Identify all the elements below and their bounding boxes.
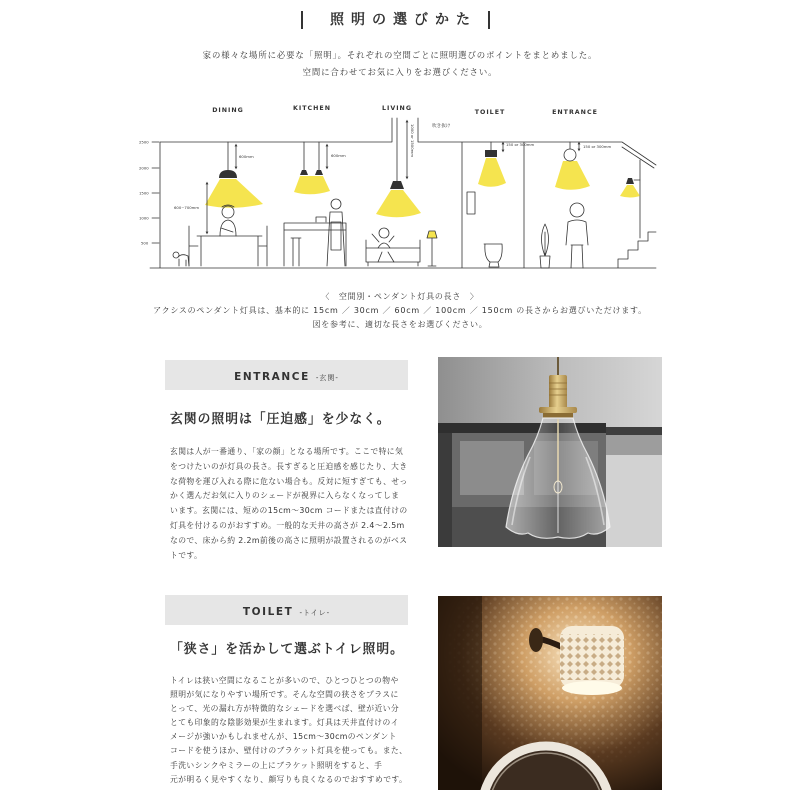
toilet-light-glow bbox=[478, 158, 506, 187]
living-cord-length: 1000 or 1500mm bbox=[410, 124, 415, 158]
intro-line: 家の様々な場所に必要な「照明」。それぞれの空間ごとに照明選びのポイントをまとめました。 bbox=[202, 50, 598, 60]
kitchen-scene bbox=[284, 142, 346, 266]
kitchen-person-head bbox=[331, 199, 341, 209]
plant bbox=[540, 224, 550, 268]
body-line: 玄関は人が一番通り、「家の顔」となる場所です。ここで特に気 bbox=[170, 447, 404, 456]
toilet-heading: 「狭さ」を活かして選ぶトイレ照明。 bbox=[170, 642, 404, 657]
room-label-entrance: ENTRANCE bbox=[552, 109, 598, 116]
body-line: コードを使うほか、壁付けのブラケット灯具を使っても。また、 bbox=[170, 746, 408, 756]
floor-lamp bbox=[428, 238, 436, 266]
toilet-light-fixture bbox=[485, 150, 497, 157]
dining-table-gap: 600~700mm bbox=[174, 205, 200, 210]
caption-line: 図を参考に、適切な長さをお選びください。 bbox=[312, 320, 488, 329]
body-line: 手洗いシンクやミラーの上にブラケット照明をすると、手 bbox=[170, 760, 383, 770]
body-line: な荷物を運び入れる際に危ない場合も。反対に短すぎても、せっ bbox=[170, 476, 408, 486]
kitchen-stool bbox=[291, 238, 301, 266]
caption-line: アクシスのペンダント灯具は、基本的に 15cm ／ 30cm ／ 60cm ／ 100cm ／ 150cm の長さからお選びいただけます。 bbox=[153, 306, 647, 315]
entrance-cord-length: 150 or 300mm bbox=[583, 144, 612, 149]
body-line: かく選んだお気に入りのシェードが視界に入らなくなってしま bbox=[170, 491, 400, 501]
kitchen-cord-length: 600mm bbox=[331, 153, 346, 158]
bracket-light-glow bbox=[620, 185, 640, 198]
caption-title: 〈 空間別・ペンダント灯具の長さ 〉 bbox=[321, 292, 479, 301]
scale-label: 1000 bbox=[139, 215, 149, 221]
height-scale bbox=[139, 140, 159, 246]
bracket-light bbox=[626, 178, 634, 184]
intro-line: 空間に合わせてお気に入りをお選びください。 bbox=[302, 67, 498, 77]
entrance-heading: 玄関の照明は「圧迫感」を少なく。 bbox=[170, 412, 391, 427]
dining-scene bbox=[173, 142, 267, 266]
body-line: います。玄関には、短めの15cm〜30cm コードまたは直付けの bbox=[170, 506, 408, 516]
toilet-window bbox=[467, 192, 475, 214]
dining-table bbox=[197, 236, 262, 266]
room-label-kitchen: KITCHEN bbox=[293, 105, 331, 112]
section-label-ja: -トイレ- bbox=[299, 609, 331, 617]
body-line: なので、床から約 2.2m前後の高さに照明が設置されるのがベス bbox=[170, 535, 408, 545]
room-label-living: LIVING bbox=[381, 105, 413, 112]
dining-person-head bbox=[222, 206, 234, 218]
dining-light-glow bbox=[205, 179, 263, 208]
entrance-scene bbox=[540, 142, 640, 268]
section-label-en: ENTRANCE bbox=[234, 371, 310, 383]
kitchen-pendant-shades bbox=[300, 170, 323, 175]
dining-cord-length: 600mm bbox=[239, 154, 254, 159]
section-label-ja: -玄関- bbox=[315, 374, 339, 382]
atrium-label: 吹き抜け bbox=[432, 124, 451, 129]
dining-pendant-shade bbox=[219, 170, 237, 178]
scale-label: 2500 bbox=[139, 139, 149, 145]
pendant-length-diagram bbox=[130, 95, 670, 280]
body-line: 元が明るく見やすくなり、顔写りも良くなるのでおすすめです。 bbox=[170, 774, 408, 784]
body-line: をつけたいのが灯具の長さ。長すぎると圧迫感を感じたり、大き bbox=[170, 461, 408, 471]
entrance-body bbox=[170, 445, 408, 563]
scale-label: 1500 bbox=[139, 190, 149, 196]
body-line: トです。 bbox=[170, 550, 203, 560]
toilet-body bbox=[170, 674, 407, 787]
scale-label: 500 bbox=[141, 240, 149, 246]
entrance-light-glow bbox=[555, 161, 590, 190]
kitchen-light-glow bbox=[294, 176, 330, 194]
intro-text bbox=[0, 47, 800, 81]
page-title: 照明の選びかた bbox=[330, 12, 477, 28]
kitchen-pendant-cords bbox=[304, 142, 319, 170]
toilet-bracket-photo bbox=[438, 596, 662, 790]
sofa bbox=[366, 240, 420, 266]
entrance-person-head bbox=[570, 203, 584, 217]
title-bar-right bbox=[488, 11, 490, 29]
body-line: とても印象的な陰影効果が生まれます。灯具は天井直付けのイ bbox=[170, 718, 399, 728]
room-label-dining: DINING bbox=[212, 107, 244, 114]
entrance-pendant-photo bbox=[438, 357, 662, 547]
dog bbox=[178, 255, 189, 266]
body-line: とって、光の漏れ方が特徴的なシェードを選べば、壁が近い分 bbox=[170, 704, 400, 714]
living-light-glow bbox=[376, 190, 421, 217]
body-line: メージが強いかもしれませんが、15cm〜30cmのペンダント bbox=[170, 732, 397, 742]
living-pendant-shade bbox=[390, 181, 404, 189]
scale-label: 2000 bbox=[139, 165, 149, 171]
living-person-head bbox=[379, 228, 389, 238]
toilet-cord-length: 150 or 300mm bbox=[506, 142, 535, 147]
room-label-toilet: TOILET bbox=[474, 109, 506, 116]
diagram-caption bbox=[0, 290, 800, 332]
body-line: 照明が気になりやすい場所です。そんな空間の狭さをプラスに bbox=[170, 690, 399, 700]
section-label-en: TOILET bbox=[242, 606, 294, 618]
living-scene bbox=[366, 118, 437, 266]
body-line: 灯具を付けるのがおすすめ。一般的な天井の高さが 2.4〜2.5m bbox=[170, 520, 405, 530]
entrance-section-label bbox=[165, 360, 408, 390]
toilet-bowl bbox=[484, 244, 502, 267]
body-line: トイレは狭い空間になることが多いので、ひとつひとつの物や bbox=[170, 676, 399, 685]
toilet-section-label bbox=[165, 595, 408, 625]
entrance-globe-pendant bbox=[564, 149, 576, 161]
